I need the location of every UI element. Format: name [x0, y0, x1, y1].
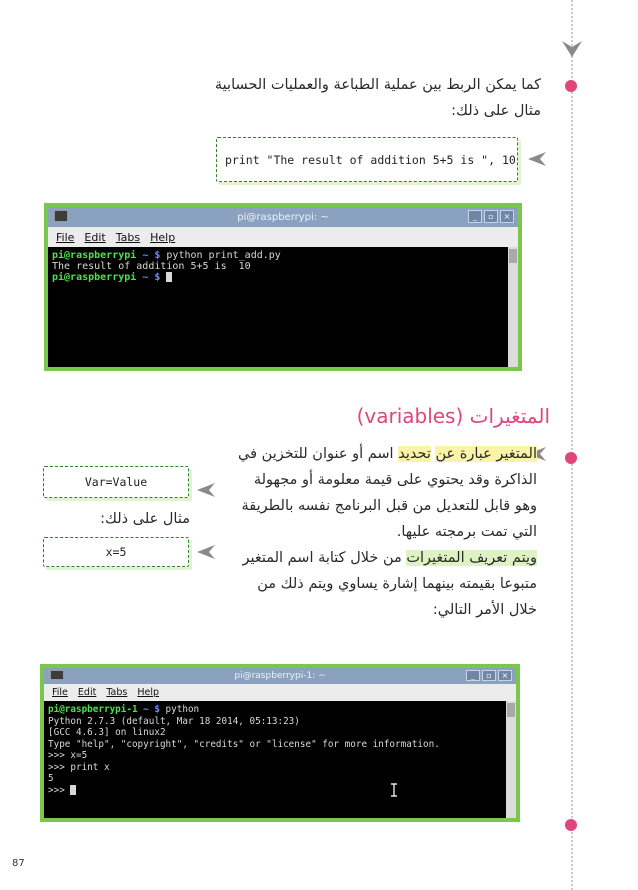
terminal-menubar: [48, 227, 518, 247]
text-cursor: [166, 272, 172, 282]
terminal-line: >>> print x: [48, 761, 110, 773]
pointer-arrow-icon: [197, 545, 215, 559]
paragraph-line: خلال الأمر التالي:: [432, 602, 537, 618]
section-heading: المتغيرات (variables): [356, 404, 550, 428]
terminal-window-1: [44, 203, 522, 371]
code-example-print: [216, 137, 518, 182]
variables-paragraph: [237, 441, 537, 623]
menu-help[interactable]: Help: [150, 230, 176, 244]
terminal-line: Python 2.7.3 (default, Mar 18 2014, 05:13:23): [48, 715, 300, 727]
terminal-line: The result of addition 5+5 is 10: [52, 261, 251, 272]
paragraph-line: متبوعا بقيمته بينهما إشارة يساوي ويتم ذلك من: [257, 576, 537, 592]
ibeam-cursor-icon: [390, 783, 398, 797]
intro-paragraph: [121, 72, 541, 124]
timeline-dot: [565, 80, 577, 92]
terminal-scrollbar[interactable]: [506, 701, 516, 818]
chevron-down-icon: [561, 40, 583, 58]
timeline-dot: [565, 452, 577, 464]
code-text: x=5: [105, 545, 127, 559]
terminal-titlebar: [44, 668, 516, 684]
menu-help[interactable]: Help: [137, 687, 160, 698]
menu-file[interactable]: File: [52, 687, 68, 698]
close-button[interactable]: ×: [498, 670, 512, 681]
paragraph-line: الذاكرة وقد يحتوي على قيمة معلومة أو مجهولة: [253, 472, 537, 488]
terminal-app-icon: [54, 210, 68, 222]
paragraph-line: وهو قابل للتعديل من قبل البرنامج نفسه بالطريقة: [241, 498, 537, 514]
close-button[interactable]: ×: [500, 210, 514, 223]
terminal-title: pi@raspberrypi: ~: [237, 211, 329, 223]
terminal-line: >>>: [48, 785, 512, 797]
example-label: مثال على ذلك:: [100, 511, 190, 527]
code-text: Var=Value: [84, 475, 148, 489]
paragraph-line: التي تمت برمجته عليها.: [396, 524, 537, 540]
maximize-button[interactable]: ▫: [484, 210, 498, 223]
minimize-button[interactable]: _: [468, 210, 482, 223]
terminal-line: pi@raspberrypi ~ $ python print_add.py: [52, 250, 281, 261]
text-cursor: [70, 785, 76, 795]
pointer-arrow-icon: [197, 483, 215, 497]
menu-file[interactable]: File: [56, 230, 75, 244]
terminal-line: pi@raspberrypi-1 ~ $ python: [48, 704, 200, 715]
terminal-line: 5: [48, 773, 54, 784]
page-number: 87: [12, 858, 25, 869]
timeline-dot: [565, 819, 577, 831]
terminal-line: pi@raspberrypi ~ $: [52, 272, 514, 283]
pointer-arrow-icon: [528, 152, 546, 166]
menu-edit[interactable]: Edit: [84, 230, 106, 244]
paragraph-line: المتغير عبارة عن تحديد اسم أو عنوان للتخزين في: [238, 446, 537, 462]
intro-line-2: مثال على ذلك:: [451, 103, 541, 119]
terminal-menubar: [44, 684, 516, 701]
terminal-title: pi@raspberrypi-1: ~: [234, 671, 326, 681]
terminal-line: [GCC 4.6.3] on linux2: [48, 727, 166, 738]
minimize-button[interactable]: _: [466, 670, 480, 681]
code-example-x: [43, 537, 189, 567]
terminal-line: Type "help", "copyright", "credits" or "license" for more information.: [48, 738, 440, 750]
paragraph-line: ويتم تعريف المتغيرات من خلال كتابة اسم المتغير: [242, 550, 537, 566]
terminal-output-1[interactable]: [48, 247, 518, 367]
intro-line-1: كما يمكن الربط بين عملية الطباعة والعمليات الحسابية: [214, 77, 541, 93]
code-example-var: [43, 466, 189, 498]
terminal-line: >>> x=5: [48, 750, 88, 761]
maximize-button[interactable]: ▫: [482, 670, 496, 681]
menu-tabs[interactable]: Tabs: [106, 687, 128, 698]
menu-tabs[interactable]: Tabs: [115, 230, 141, 244]
timeline-line: [571, 0, 573, 890]
terminal-output-2[interactable]: [44, 701, 516, 818]
menu-edit[interactable]: Edit: [77, 687, 97, 698]
code-text: print "The result of addition 5+5 is ", 10: [225, 152, 516, 167]
terminal-window-2: [40, 664, 520, 822]
terminal-scrollbar[interactable]: [508, 247, 518, 367]
terminal-titlebar: [48, 207, 518, 227]
terminal-app-icon: [50, 670, 64, 680]
